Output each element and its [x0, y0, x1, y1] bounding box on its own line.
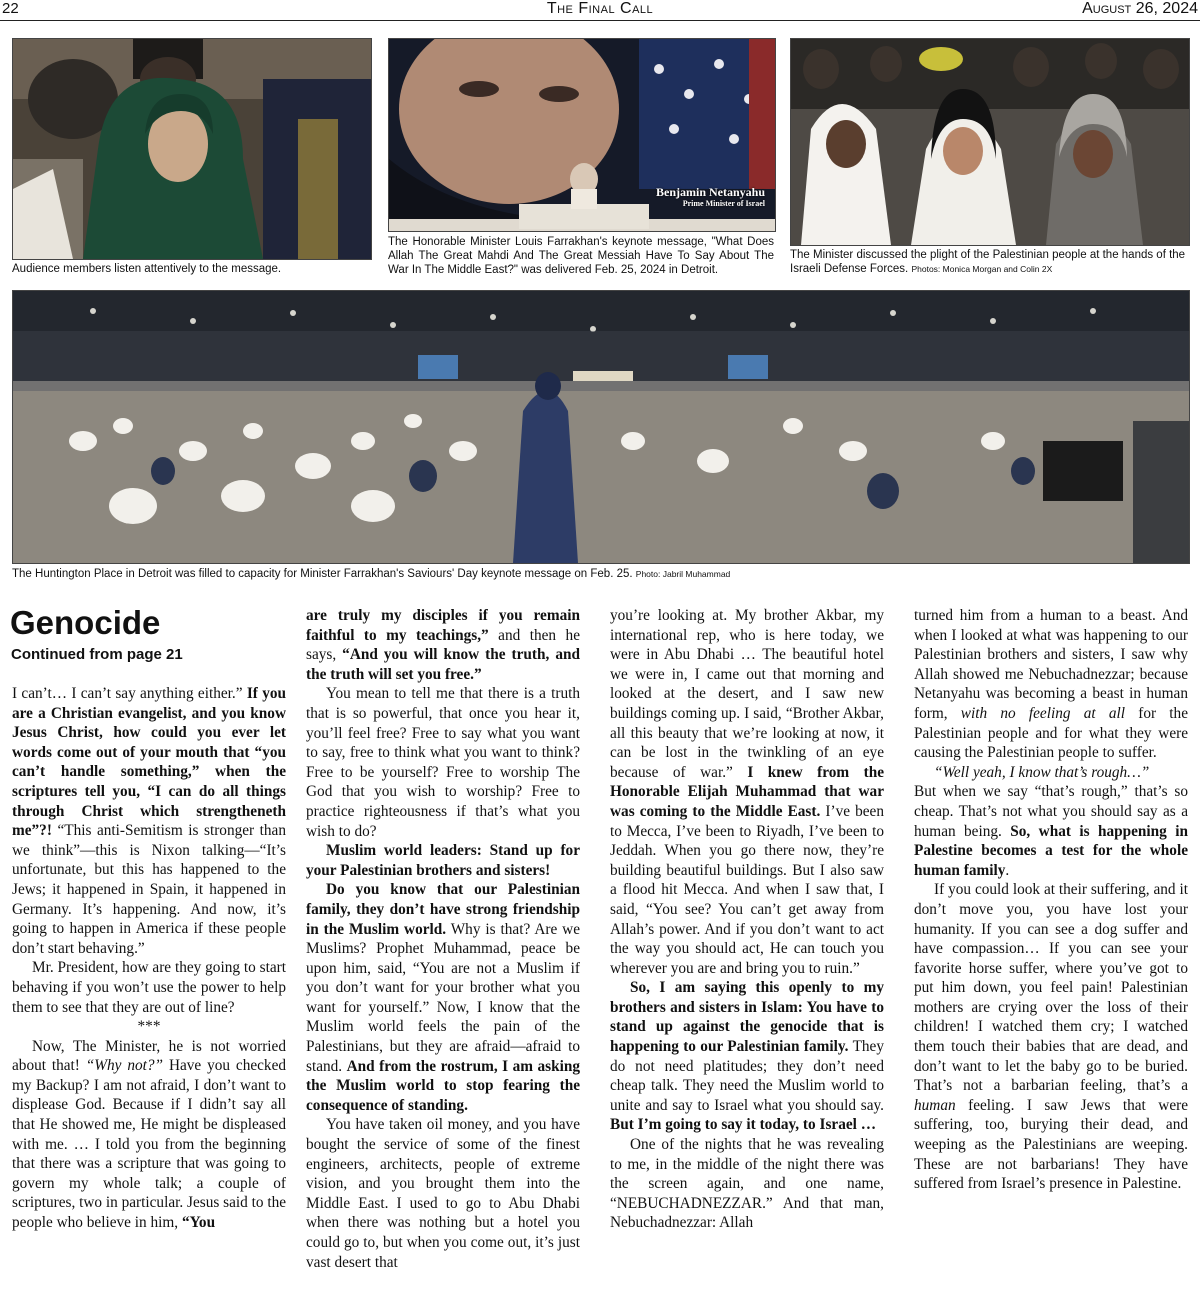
paragraph: Mr. President, how are they going to start behaving if you won’t use the power to help them to see that they are out of line?	[12, 959, 286, 1016]
article-column-2	[306, 606, 580, 1272]
plight-photo-credit: Photos: Monica Morgan and Colin 2X	[911, 264, 1053, 274]
plight-photo	[790, 38, 1190, 246]
article-headline: Genocide	[10, 604, 161, 641]
panorama-photo-credit: Photo: Jabril Muhammad	[635, 569, 731, 579]
paragraph: You mean to tell me that there is a truth that is so powerful, that once you hear it, you’ll feel free? Free to say what you want to say, free to think what you want to think? Free to be yourself? Free to worship The God that you wish to worship? Free to practice righteousness if that’s what you wish to do?	[306, 685, 580, 840]
keynote-photo-caption: The Honorable Minister Louis Farrakhan's keynote message, "What Does Allah The Great Mahdi And The Great Messiah Have To Say About The War In The Middle East?" was delivered Feb. 25, 2024 in Detroit.	[388, 236, 774, 276]
page-number: 22	[2, 0, 19, 17]
quote-line: “Well yeah, I know that’s rough…”	[934, 763, 1150, 781]
paper-title: The Final Call	[546, 0, 654, 17]
paragraph: Do you know that our Palestinian family, they don’t have strong friendship in the Muslim world. Why is that? Are we Muslims? Prophet Muhammad, peace be upon him, said, “You are not a Muslim if you don’t want for your brother what you want for yourself.” Now, I know that the Muslim world feels the pain of the Palestinians, but they are afraid—afraid to stand. And from the rostrum, I am asking the Muslim world to stop fearing the consequence of standing.	[306, 881, 581, 1114]
article-column-4	[914, 606, 1188, 1194]
paragraph: One of the nights that he was revealing to me, in the middle of the night there was the screen again, and one name, “NEBUCHADNEZZAR.” And that man, Nebuchadnezzar: Allah	[610, 1136, 884, 1232]
plight-photo-art	[791, 39, 1189, 245]
plight-photo-caption	[790, 248, 1188, 276]
paragraph: Now, The Minister, he is not worried about that! “Why not?” Have you checked my Backup? I am not afraid, I don’t want to displease God. Because if I didn’t say all that He showed me, He might be displeased with me. … I told you from the beginning that there was a scripture that was going to govern my whole talk; a couple of scriptures, two in particular. Jesus said to the people who believe in him, “You	[12, 1037, 287, 1232]
paragraph: You have taken oil money, and you have bought the service of some of the finest engineers, architects, people of extreme vision, and you brought them into the Middle East. I used to go to Abu Dhabi when there was nothing but a hotel you could go to, but when you come out, it’s just vast desert that	[306, 1116, 580, 1271]
issue-date: August 26, 2024	[1082, 0, 1198, 17]
overlay-name: Benjamin Netanyahu	[655, 185, 765, 199]
masthead	[0, 0, 1200, 21]
paragraph: So, I am saying this openly to my brothers and sisters in Islam: You have to stand up against the genocide that is happening to our Palestinian family. They do not need platitudes; they don’t need cheap talk. They need the Muslim world to unite and say to Israel what you should say. But I’m going to say it today, to Israel …	[610, 979, 884, 1134]
overlay-title: Prime Minister of Israel	[682, 199, 765, 208]
paragraph: turned him from a human to a beast. And when I looked at what was happening to our Palestinian brothers and sisters, I saw why Allah showed me Nebuchadnezzar; because Netanyahu was becoming a beast in human form, with no feeling at all for the Palestinian people and for what they were causing the Palestinian people to suffer.	[914, 607, 1188, 762]
audience-photo	[12, 38, 372, 260]
paragraph: But when we say “that’s rough,” that’s so cheap. That’s not what you should say as a human being. So, what is happening in Palestine becomes a test for the whole human family.	[914, 783, 1188, 879]
panorama-caption	[12, 567, 1188, 581]
keynote-overlay	[656, 185, 765, 209]
subheading: Muslim world leaders: Stand up for your Palestinian brothers and sisters!	[306, 842, 580, 879]
plight-caption-text: The Minister discussed the plight of the Palestinian people at the hands of the Israeli Defense Forces.	[790, 249, 1186, 275]
audience-photo-caption: Audience members listen attentively to the message.	[12, 263, 282, 275]
panorama-photo	[12, 290, 1190, 564]
panorama-photo-art	[13, 291, 1189, 563]
paragraph: you’re looking at. My brother Akbar, my international rep, who is here today, we were in Abu Dhabi … The beautiful hotel we were in, I came out that morning and looked at the desert, and I saw new buildings coming up. I said, “Brother Akbar, all this beauty that we’re looking at now, it can be lost in the twinkling of an eye because of war.” I knew from the Honorable Elijah Muhammad that war was coming to the Middle East. I’ve been to Mecca, I’ve been to Riyadh, I’ve been to Jeddah. When you go there now, they’re building beautiful buildings. But I also saw a flood hit Mecca. And when I saw that, I said, “You see? You can’t get away from Allah’s power. And if you don’t want to act the way you should act, He can touch you wherever you are and bring you to ruin.”	[610, 607, 884, 977]
paragraph: If you could look at their suffering, and it don’t move you, you have lost your humanity. If you can see a dog suffer and have compassion… If you can see your favorite horse suffer, where you’ve got to put him down, you feel pain! Palestinian mothers are crying over the loss of their children! I watched them cry; I watched them touch their babies that are dead, and don’t want to let the baby go to be buried. That’s not a barbarian feeling, that’s a human feeling. I saw Jews that were suffering, too, burying their dead, and weeping as the Palestinians are weeping. These are not barbarians! They have suffered from Israel’s presence in Palestine.	[914, 881, 1188, 1193]
audience-photo-art	[13, 39, 371, 259]
keynote-photo	[388, 38, 776, 232]
panorama-caption-text: The Huntington Place in Detroit was filled to capacity for Minister Farrakhan's Saviours' Day keynote message on Feb. 25.	[12, 568, 633, 580]
article-column-1	[12, 684, 286, 1233]
continued-from: Continued from page 21	[11, 646, 183, 663]
paragraph: are truly my disciples if you remain faithful to my teachings,” and then he says, “And you will know the truth, and the truth will set you free.”	[306, 607, 581, 683]
section-separator: ***	[137, 1018, 161, 1036]
paragraph: I can’t… I can’t say anything either.” If you are a Christian evangelist, and you know Jesus Christ, how could you ever let words come out of your mouth that “you can’t handle something,” when the scriptures tell you, “I can do all things through Christ which strengtheneth me”?! “This anti-Semitism is stronger than we think”—this is Nixon talking—“It’s unfortunate, but this has happened to the Jews; it happened in Spain, it happened in Germany. It’s happening. And now, it’s going to happen in America if these people don’t start behaving.”	[12, 685, 286, 957]
article-column-3	[610, 606, 884, 1233]
